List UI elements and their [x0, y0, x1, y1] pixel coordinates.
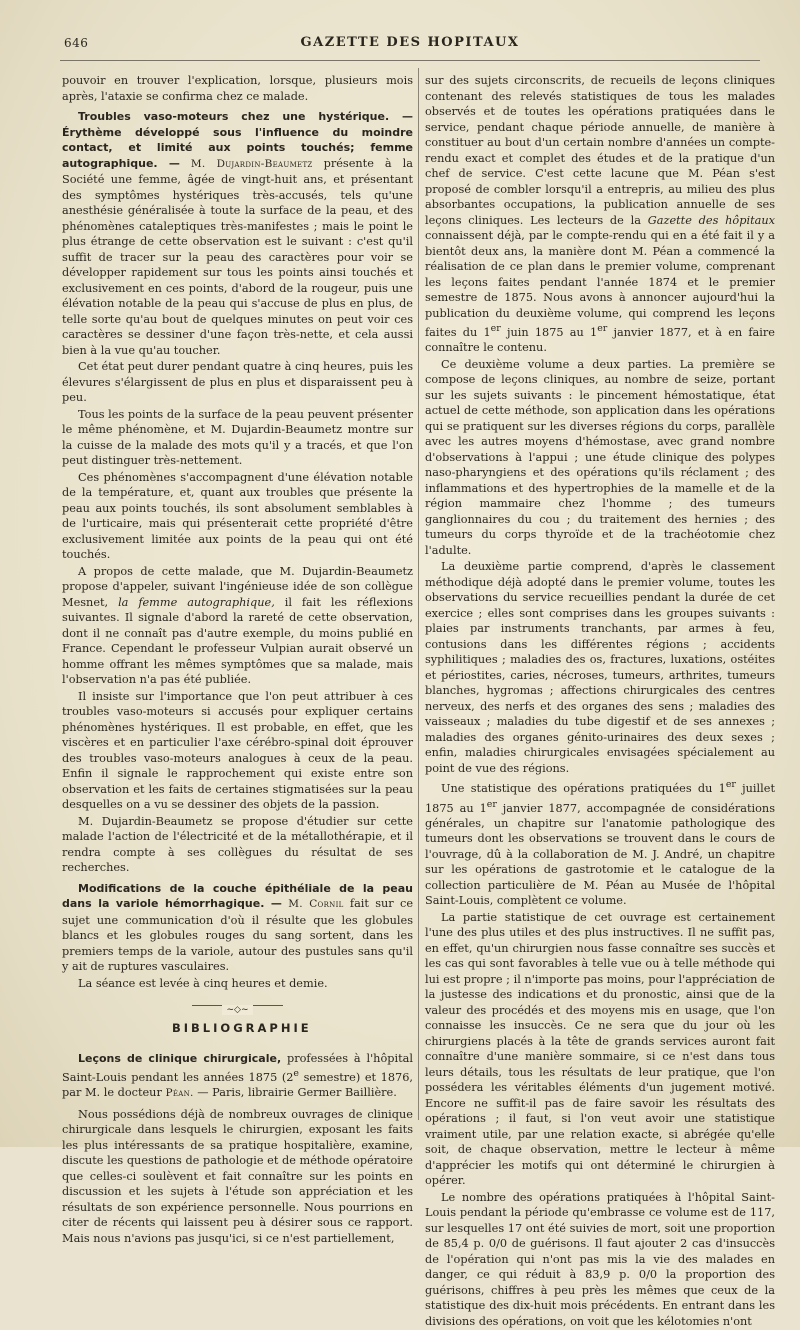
- author-name: M. Cornil: [288, 898, 344, 910]
- paragraph-text: il fait les réflexions suivantes. Il signale d'abord la rareté de cette observation, dont il ne connaît pas d'autre exemple, du moins publié en France. Cependant le professeur Vulpian aurait observé un homme offrant les mêmes symptômes que sa malade, mais l'observation n'a pas été publiée.: [62, 595, 414, 686]
- left-column: [62, 73, 413, 1247]
- paragraph: Le nombre des opérations pratiquées à l'hôpital Saint-Louis pendant la période qu'embrasse ce volume est de 117, sur lesquelles 17 ont été suivies de mort, soit une proportion de 85,4 p. 0/0 de guérisons. Il faut ajouter 2 cas d'insuccès de l'opération qui n'ont pas mis la vie des malades en danger, ce qui réduit à 83,9 p. 0/0 la proportion des guérisons, chiffres à peu près les mêmes que ceux de la statistique des dix-huit mois précédents. En entrant dans les divisions des opérations, on voit que les kélotomies n'ont: [425, 1190, 775, 1328]
- page-number: 646: [64, 36, 89, 50]
- paragraph-text: Une statistique des opérations pratiquées du 1: [441, 782, 726, 796]
- article-vaso-moteurs: [62, 109, 413, 358]
- author-name: Péan.: [165, 1087, 194, 1100]
- paragraph-text: sur des sujets circonscrits, de recueils de leçons cliniques contenant des relevés statistiques de tous les malades observés et de toutes les opérations pratiquées dans le service, pendant chaque période annuelle, de manière à constituer au bout d'un certain nombre d'années un compte-rendu exact et complet des études et de la pratique d'un chef de service. C'est cette lacune que M. Péan s'est proposé de combler lorsqu'il a entrepris, au milieu des plus absorbantes occupations, la publication annuelle de ses leçons cliniques. Les lecteurs de la: [425, 74, 775, 227]
- paragraph: Ce deuxième volume a deux parties. La première se compose de leçons cliniques, au nombre de seize, portant sur les sujets suivants : le pincement hémostatique, état actuel de cette méthode, son application dans les opérations qui se pratiquent sur les diverses régions du corps, parallèle avec les autres moyens d'hémostase, avec grand nombre d'observations à l'appui ; une étude clinique des polypes naso-pharyngiens et des opérations qu'ils réclament ; des inflammations et des hypertrophies de la mamelle et de la région mammaire chez l'homme ; des tumeurs ganglionnaires du cou ; du traitement des hernies ; des tumeurs du corps thyroïde et de la trachéotomie chez l'adulte.: [425, 357, 775, 557]
- superscript: er: [486, 798, 497, 810]
- paragraph: Tous les points de la surface de la peau peuvent présenter le même phénomène, et M. Dujardin-Beaumetz montre sur la cuisse de la malade des mots qu'il y a tracés, et que l'on peut distinguer très-nettement.: [62, 407, 413, 467]
- paragraph: Cet état peut durer pendant quatre à cinq heures, puis les élevures s'élargissent de plus en plus et disparaissent peu à peu.: [62, 360, 413, 404]
- superscript: er: [490, 323, 501, 334]
- paragraph-text: présente à la Société une femme, âgée de vingt-huit ans, et présentant des symptômes hystériques très-accusés, tels qu'une anesthésie généralisée à toute la surface de la peau, et des phénomènes cataleptiques très-manifestes ; mais le point le plus étrange de cette observation est le suivant : c'est qu'il suffit de tracer sur la peau des caractères pour voir se développer rapidement sur tous les points ainsi touchés et exclusivement en ces points, d'abord de la rougeur, puis une élévation notable de la peau qui s'accuse de plus en plus, de telle sorte qu'au bout de quelques minutes on peut voir ces caractères se dessiner d'une façon très-nette, et cela aussi bien à la vue qu'au toucher.: [62, 156, 413, 357]
- article-heading: Modifications de la couche épithéliale de la peau dans la variole hémorrhagique. —: [62, 881, 413, 910]
- paragraph: M. Dujardin-Beaumetz se propose d'étudier sur cette malade l'action de l'électricité et de la métallothérapie, et il rendra compte à ses collègues du résultat de ses recherches.: [62, 814, 413, 874]
- paragraph: [62, 564, 413, 688]
- column-divider: [418, 68, 419, 1120]
- paragraph-text: semestre) et 1876, par M. le docteur: [62, 1070, 413, 1100]
- article-heading: Troubles vaso-moteurs chez une hystérique. — Érythème développé sous l'influence du moindre contact, et limité aux points touchés; femme autographique. —: [62, 110, 413, 170]
- book-title: Leçons de clinique chirurgicale,: [78, 1051, 282, 1065]
- paragraph: La deuxième partie comprend, d'après le classement méthodique déjà adopté dans le premier volume, toutes les observations du service recueillies pendant la durée de cet exercice ; elles sont comprises dans les groupes suivants : plaies par instruments tranchants, par armes à feu, contusions dans les différentes régions ; accidents syphilitiques ; maladies des os, fractures, luxations, ostéites et périostites, caries, nécroses, tumeurs, arthrites, tumeurs blanches, hygromas ; affections chirurgicales des centres nerveux, des nerfs et des organes des sens ; maladies des vaisseaux ; maladies du tube digestif et de ses annexes ; maladies des organes génito-urinaires des deux sexes ; enfin, maladies chirurgicales envisagées spécialement au point de vue des régions.: [425, 560, 775, 775]
- author-name: M. Dujardin-Beaumetz: [190, 157, 313, 170]
- paragraph-text: janvier 1877, accompagnée de considérations générales, un chapitre sur l'anatomie pathologique des tumeurs dont les observations se trouvent dans le cours de l'ouvrage, dû à la collaboration de M. J. André, un chapitre sur les opérations de gastrotomie et le catalogue de la collection particulière de M. Péan au Musée de l'hôpital Saint-Louis, complètent ce volume.: [425, 801, 775, 908]
- paragraph: La partie statistique de cet ouvrage est certainement l'une des plus utiles et des plus instructives. Il ne suffit pas, en effet, qu'un chirurgien nous fasse connaître ses succès et les cas qui sont favorables à telle vue ou à telle méthode qui lui est propre ; il n'importe pas moins, pour l'appréciation de la justesse des indications et du pronostic, ainsi que de la valeur des procédés et des moyens mis en usage, que l'on connaisse les insuccès. Ce ne sera que du jour où les chirurgiens placés à la tête de grands services auront fait connaître d'une manière sommaire, si ce n'est dans tous leurs détails, tous les résultats de leur pratique, que l'on possédera les véritables éléments d'un jugement motivé. Encore ne suffit-il pas de faire savoir les résultats des opérations ; il faut, si l'on veut avoir une statistique vraiment utile, par une relation exacte, si abrégée qu'elle soit, de chaque observation, mettre le lecteur à même d'apprécier les motifs qui ont déterminé le chirurgien à opérer.: [425, 910, 775, 1188]
- publication-title: GAZETTE DES HOPITAUX: [300, 35, 520, 50]
- book-reference: [62, 1051, 413, 1102]
- italic-term: la femme autographique,: [118, 595, 275, 609]
- paragraph-text: A propos de cette malade, que M. Dujardin-Beaumetz propose d'appeler, suivant l'ingénieuse idée de son collègue Mesnet,: [62, 564, 413, 609]
- paragraph: [425, 777, 775, 909]
- paragraph: pouvoir en trouver l'explication, lorsque, plusieurs mois après, l'ataxie se confirma chez ce malade.: [62, 74, 413, 103]
- italic-term: Gazette des hôpitaux: [647, 213, 775, 227]
- superscript: er: [597, 323, 608, 334]
- ornament-glyph: ~◇~: [222, 1005, 252, 1015]
- paragraph: [425, 73, 775, 356]
- right-column: [425, 73, 775, 1330]
- paragraph: La séance est levée à cinq heures et demie.: [78, 976, 328, 990]
- superscript: er: [725, 779, 736, 791]
- article-variole: [62, 881, 413, 975]
- paragraph-text: fait sur ce sujet une communication d'où il résulte que les globules blancs et les globules rouges du sang sortent, dans les premiers temps de la variole, autour des pustules sans qu'il y ait de ruptures vasculaires.: [62, 897, 413, 973]
- paragraph: Nous possédions déjà de nombreux ouvrages de clinique chirurgicale dans lesquels le chirurgien, exposant les faits les plus intéressants de sa pratique hospitalière, examine, discute les questions de pathologie et de méthode opératoire que celles-ci soulèvent et fait connaître sur les points en discussion et les sujets à l'étude son appréciation et les résultats de son expérience personnelle. Nous pourrions en citer de récents qui laissent peu à désirer sous ce rapport. Mais nous n'avions pas jusqu'ici, si ce n'est partiellement,: [62, 1107, 413, 1245]
- paragraph-text: connaissent déjà, par le compte-rendu qui en a été fait il y a bientôt deux ans, la manière dont M. Péan a commencé la réalisation de ce plan dans le premier volume, comprenant les leçons faites pendant l'année 1874 et le premier semestre de 1875. Nous avons à annoncer aujourd'hui la publication du deuxième volume, qui comprend les leçons faites du 1: [425, 229, 775, 339]
- paragraph-text: — Paris, librairie Germer Baillière.: [193, 1086, 397, 1100]
- section-title-bibliographie: BIBLIOGRAPHIE: [172, 1021, 312, 1035]
- superscript: e: [293, 1068, 299, 1079]
- paragraph-text: juin 1875 au 1: [500, 325, 598, 339]
- section-ornament: [62, 1001, 413, 1015]
- paragraph: Ces phénomènes s'accompagnent d'une élévation notable de la température, et, quant aux troubles que présente la peau aux points touchés, ils sont absolument semblables à de l'urticaire, mais qui présenterait cette propriété d'être exclusivement limitée aux points de la peau qui ont été touchés.: [62, 470, 413, 561]
- paragraph-text: janvier 1877, et à en faire connaître le contenu.: [425, 325, 775, 355]
- page-header: [60, 30, 760, 61]
- paragraph-text: juillet 1875 au 1: [425, 782, 775, 815]
- paragraph: Il insiste sur l'importance que l'on peut attribuer à ces troubles vaso-moteurs si accusés pour expliquer certains phénomènes hystériques. Il est probable, en effet, que les viscères et en particulier l'axe cérébro-spinal doit éprouver des troubles vaso-moteurs analogues à ceux de la peau. Enfin il signale le rapprochement qui existe entre son observation et les faits de certaines stigmatisées sur la peau desquelles on a vu se dessiner des objets de la passion.: [62, 689, 413, 811]
- paragraph-text: professées à l'hôpital Saint-Louis pendant les années 1875 (2: [62, 1051, 413, 1084]
